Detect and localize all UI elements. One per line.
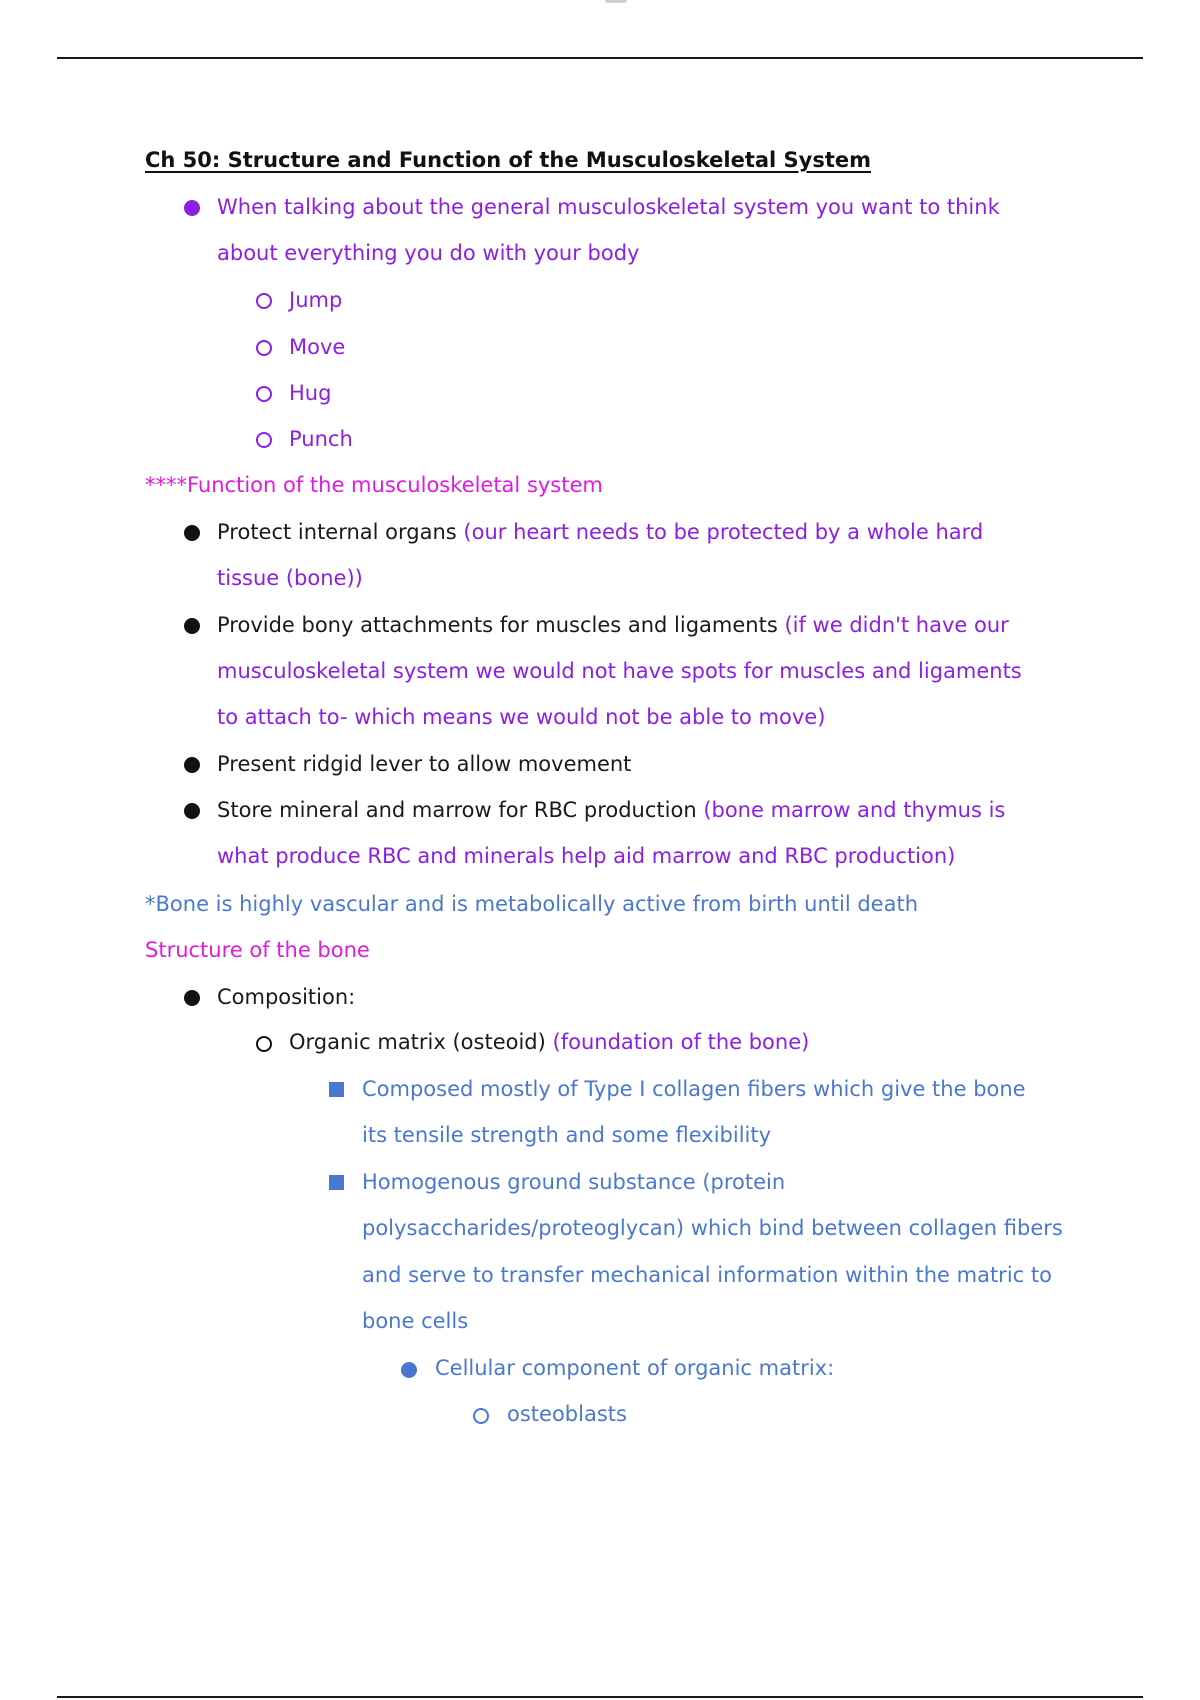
bullet-dot-icon [184, 525, 200, 541]
bullet-ring-icon [256, 340, 272, 356]
page-top-mark [605, 0, 627, 3]
bullet-ring-icon [256, 1036, 272, 1052]
header-rule [57, 57, 1143, 59]
bullet-ring-icon [473, 1408, 489, 1424]
function-heading: ****Function of the musculoskeletal system [145, 473, 603, 497]
composition-label: Composition: [217, 985, 356, 1009]
bullet-dot-icon [184, 990, 200, 1006]
ground-substance-line-3: and serve to transfer mechanical information within the matric to [362, 1263, 1052, 1287]
function-note-text: (our heart needs to be protected by a whole hard [463, 520, 984, 544]
cellular-component-label: Cellular component of organic matrix: [435, 1356, 835, 1380]
example-punch: Punch [289, 427, 353, 451]
bullet-dot-icon [184, 200, 200, 216]
bullet-dot-icon [184, 618, 200, 634]
function-note-continued: tissue (bone)) [217, 566, 363, 590]
example-jump: Jump [289, 288, 343, 312]
bullet-dot-icon [184, 803, 200, 819]
function-note-text: (bone marrow and thymus is [703, 798, 1006, 822]
function-item-attachments [217, 602, 1009, 648]
function-note-continued: musculoskeletal system we would not have spots for muscles and ligaments [217, 659, 1022, 683]
cell-osteoblasts: osteoblasts [507, 1402, 627, 1426]
title-text: Ch 50: Structure and Function of the Musculoskeletal System [145, 148, 872, 172]
page-title [145, 137, 871, 183]
intro-line-2: about everything you do with your body [217, 241, 640, 265]
structure-heading: Structure of the bone [145, 938, 370, 962]
function-item-mineral [217, 787, 1005, 833]
example-hug: Hug [289, 381, 332, 405]
organic-matrix-item [289, 1019, 809, 1065]
organic-matrix-note: (foundation of the bone) [552, 1030, 810, 1054]
bullet-ring-icon [256, 432, 272, 448]
function-item-lever: Present ridgid lever to allow movement [217, 752, 632, 776]
bullet-ring-icon [256, 293, 272, 309]
bullet-dot-icon [401, 1362, 417, 1378]
ground-substance-line-4: bone cells [362, 1309, 469, 1333]
organic-matrix-label: Organic matrix (osteoid) [289, 1030, 553, 1054]
function-item-protect [217, 509, 983, 555]
footer-rule [57, 1696, 1143, 1698]
function-note-continued: what produce RBC and minerals help aid marrow and RBC production) [217, 844, 956, 868]
bullet-square-icon [329, 1082, 344, 1097]
collagen-line-2: its tensile strength and some flexibility [362, 1123, 772, 1147]
function-main-text: Store mineral and marrow for RBC production [217, 798, 704, 822]
bullet-ring-icon [256, 386, 272, 402]
vascular-note: *Bone is highly vascular and is metabolically active from birth until death [145, 892, 919, 916]
function-note-continued: to attach to- which means we would not be able to move) [217, 705, 826, 729]
ground-substance-line-1: Homogenous ground substance (protein [362, 1170, 786, 1194]
collagen-line-1: Composed mostly of Type I collagen fibers which give the bone [362, 1077, 1026, 1101]
example-move: Move [289, 335, 346, 359]
intro-line-1: When talking about the general musculoskeletal system you want to think [217, 195, 1000, 219]
function-main-text: Protect internal organs [217, 520, 464, 544]
bullet-dot-icon [184, 757, 200, 773]
ground-substance-line-2: polysaccharides/proteoglycan) which bind between collagen fibers [362, 1216, 1063, 1240]
function-note-text: (if we didn't have our [784, 613, 1009, 637]
function-main-text: Provide bony attachments for muscles and ligaments [217, 613, 785, 637]
bullet-square-icon [329, 1175, 344, 1190]
